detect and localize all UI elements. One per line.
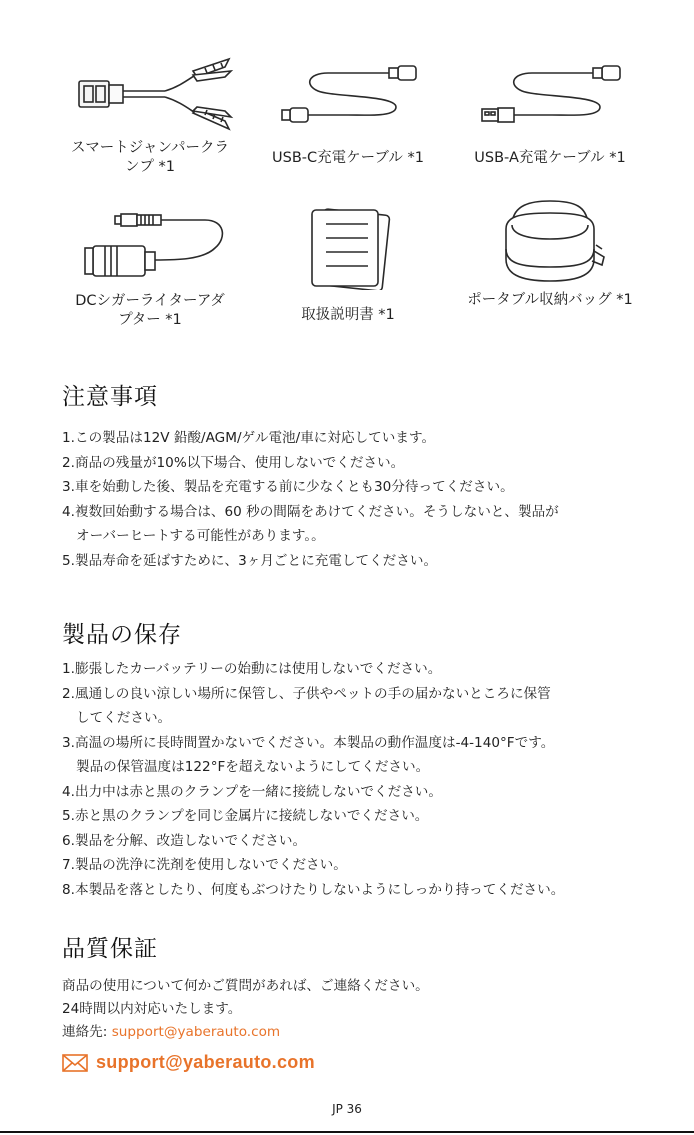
- page-number: JP 36: [332, 1102, 362, 1116]
- accessory-label: ポータブル収納バッグ *1: [467, 292, 633, 308]
- warranty-line: 24時間以内対応いたします。: [62, 1001, 242, 1017]
- usb-c-cable-icon: [268, 55, 428, 133]
- precautions-list: [62, 426, 642, 573]
- storage-title: 製品の保存: [62, 622, 182, 648]
- list-item: 2.商品の残量が10%以下場合、使用しないでください。: [62, 454, 405, 471]
- list-item: 2.風通しの良い涼しい場所に保管し、子供やペットの手の届かないところに保管 してください。: [62, 685, 551, 726]
- contact-email-link[interactable]: support@yaberauto.com: [111, 1024, 281, 1040]
- contact-label: 連絡先:: [62, 1024, 112, 1040]
- list-item: 1.膨張したカーバッテリーの始動には使用しないでください。: [62, 661, 442, 677]
- accessory-manual: [258, 208, 438, 325]
- usb-a-cable-icon: [470, 55, 630, 133]
- warranty-line: 商品の使用について何かご質問があれば、ご連絡ください。: [62, 978, 429, 994]
- accessory-label: DCシガーライターアダ: [75, 293, 225, 309]
- banner-email-text: support@yaberauto.com: [96, 1052, 315, 1072]
- warranty-title: 品質保証: [62, 936, 158, 962]
- accessory-label: USB-C充電ケーブル *1: [272, 150, 424, 166]
- list-item: 3.車を始動した後、製品を充電する前に少なくとも30分待ってください。: [62, 479, 514, 495]
- accessory-usb-c-cable: [258, 55, 438, 168]
- list-item: 5.赤と黒のクランプを同じ金属片に接続しないでください。: [62, 808, 429, 824]
- list-item: 4.出力中は赤と黒のクランプを一緒に接続しないでください。: [62, 783, 442, 800]
- accessory-storage-bag: [455, 195, 645, 310]
- list-item: 8.本製品を落としたり、何度もぶつけたりしないようにしっかり持ってください。: [62, 881, 565, 898]
- jumper-clamp-icon: [65, 55, 235, 133]
- accessory-jumper-clamp: [52, 55, 248, 177]
- list-item: 6.製品を分解、改造しないでください。: [62, 832, 307, 849]
- manual-icon: [268, 208, 428, 290]
- storage-bag-icon: [470, 195, 630, 287]
- accessory-label: ンプ *1: [124, 159, 176, 175]
- storage-list: [62, 657, 642, 902]
- list-item: 3.高温の場所に長時間置かないでください。本製品の動作温度は-4-140°Fです。 製品の保管温度は122°Fを超えないようにしてください。: [62, 734, 555, 775]
- dc-cigarette-adapter-icon: [65, 208, 235, 286]
- email-banner[interactable]: [62, 1052, 315, 1073]
- contact-line: [62, 1020, 280, 1044]
- list-item: 1.この製品は12V 鉛酸/AGM/ゲル電池/車に対応しています。: [62, 430, 436, 446]
- accessory-label: 取扱説明書 *1: [301, 307, 395, 323]
- bottom-divider: [0, 1131, 694, 1133]
- list-item: 5.製品寿命を延ばすために、3ヶ月ごとに充電してください。: [62, 552, 438, 569]
- envelope-icon: [62, 1054, 88, 1072]
- accessory-usb-a-cable: [455, 55, 645, 168]
- list-item: 7.製品の洗浄に洗剤を使用しないでください。: [62, 857, 347, 873]
- accessory-label: プター *1: [118, 312, 182, 328]
- precautions-title: 注意事項: [62, 384, 158, 410]
- accessory-dc-adapter: [52, 208, 248, 330]
- list-item: 4.複数回始動する場合は、60 秒の間隔をあけてください。そうしないと、製品が オーバーヒートする可能性があります。。: [62, 503, 559, 544]
- accessory-label: USB-A充電ケーブル *1: [474, 150, 626, 166]
- accessory-label: スマートジャンパークラ: [71, 140, 229, 156]
